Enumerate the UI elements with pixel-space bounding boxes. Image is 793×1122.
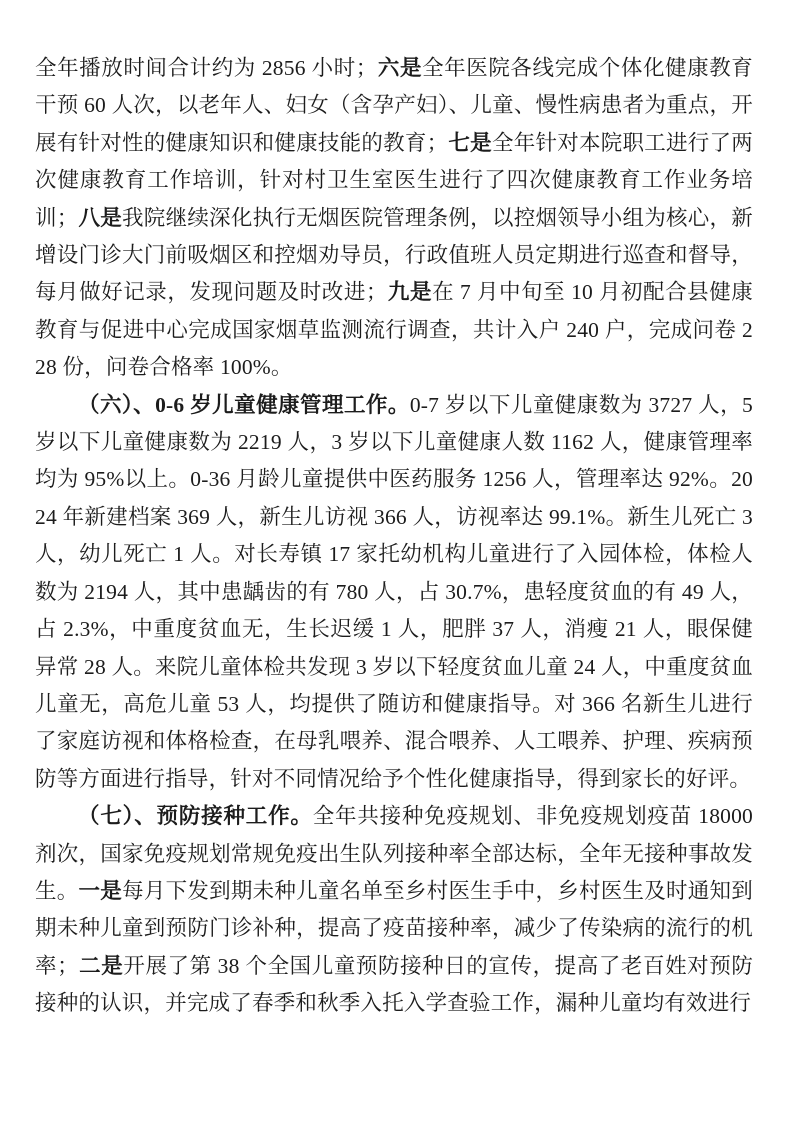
text-run: 在 7 月中旬至 10 月初配合县健康教育与促进中心完成国家烟草监测流行调查，共计入户 240 户，完成问卷 228 份，问卷合格率 100%。 — [35, 280, 753, 380]
bold-run-item-two: 二是 — [78, 953, 124, 978]
section-heading-seven: （七）、预防接种工作。 — [78, 804, 313, 829]
paragraph-child-health-management — [35, 387, 753, 798]
bold-run-item-seven: 七是 — [448, 130, 492, 155]
text-run: 全年针对本院职工进行了两次健康教育工作培训，针对村卫生室医生进行了四次健康教育工作业务培训； — [35, 130, 753, 230]
paragraph-vaccination-work — [35, 798, 753, 1022]
text-run: 全年共接种免疫规划、非免疫规划疫苗 18000 剂次，国家免疫规划常规免疫出生队列接种率全部达标，全年无接种事故发生。 — [35, 804, 754, 903]
text-run: 0-7 岁以下儿童健康数为 3727 人，5 岁以下儿童健康数为 2219 人，3 岁以下儿童健康人数 1162 人，健康管理率均为 95%以上。0-36 月龄儿童提供中医药服务 1256 人，管理率达 92%。2024 年新建档案 369 人，新生儿访视 366 人，访视率达 99.1%。新生儿死亡 3 人，幼儿死亡 1 人。对长寿镇 17 家托幼机构儿童进行了入园体检，体检人数为 2194 人，其中患龋齿的有 780 人，占 30.7%，患轻度贫血的有 49 人，占 2.3%，中重度贫血无，生长迟缓 1 人，肥胖 37 人，消瘦 21 人，眼保健异常 28 人。来院儿童体检共发现 3 岁以下轻度贫血儿童 24 人，中重度贫血儿童无，高危儿童 53 人，均提供了随访和健康指导。对 366 名新生儿进行了家庭访视和体格检查，在母乳喂养、混合喂养、人工喂养、护理、疾病预防等方面进行指导，针对不同情况给予个性化健康指导，得到家长的好评。 — [35, 392, 753, 791]
document-text — [35, 50, 753, 1023]
text-run: 全年播放时间合计约为 2856 小时； — [35, 56, 378, 80]
paragraph-health-education-continued — [35, 50, 753, 387]
text-run: 每月下发到期未种儿童名单至乡村医生手中，乡村医生及时通知到期未种儿童到预防门诊补种，提高了疫苗接种率，减少了传染病的流行的机率； — [35, 878, 754, 978]
bold-run-item-six: 六是 — [377, 56, 423, 80]
text-run: 开展了第 38 个全国儿童预防接种日的宣传，提高了老百姓对预防接种的认识，并完成了春季和秋季入托入学查验工作，漏种儿童均有效进行 — [35, 953, 754, 1016]
bold-run-item-nine: 九是 — [387, 280, 433, 305]
bold-run-item-eight: 八是 — [78, 205, 123, 230]
section-heading-six: （六）、0-6 岁儿童健康管理工作。 — [78, 392, 410, 417]
text-run: 我院继续深化执行无烟医院管理条例，以控烟领导小组为核心，新增设门诊大门前吸烟区和控烟劝导员，行政值班人员定期进行巡查和督导，每月做好记录，发现问题及时改进； — [35, 205, 753, 305]
bold-run-item-one: 一是 — [78, 878, 123, 903]
text-run: 全年医院各线完成个体化健康教育干预 60 人次，以老年人、妇女（含孕产妇）、儿童、慢性病患者为重点，开展有针对性的健康知识和健康技能的教育； — [35, 56, 753, 155]
